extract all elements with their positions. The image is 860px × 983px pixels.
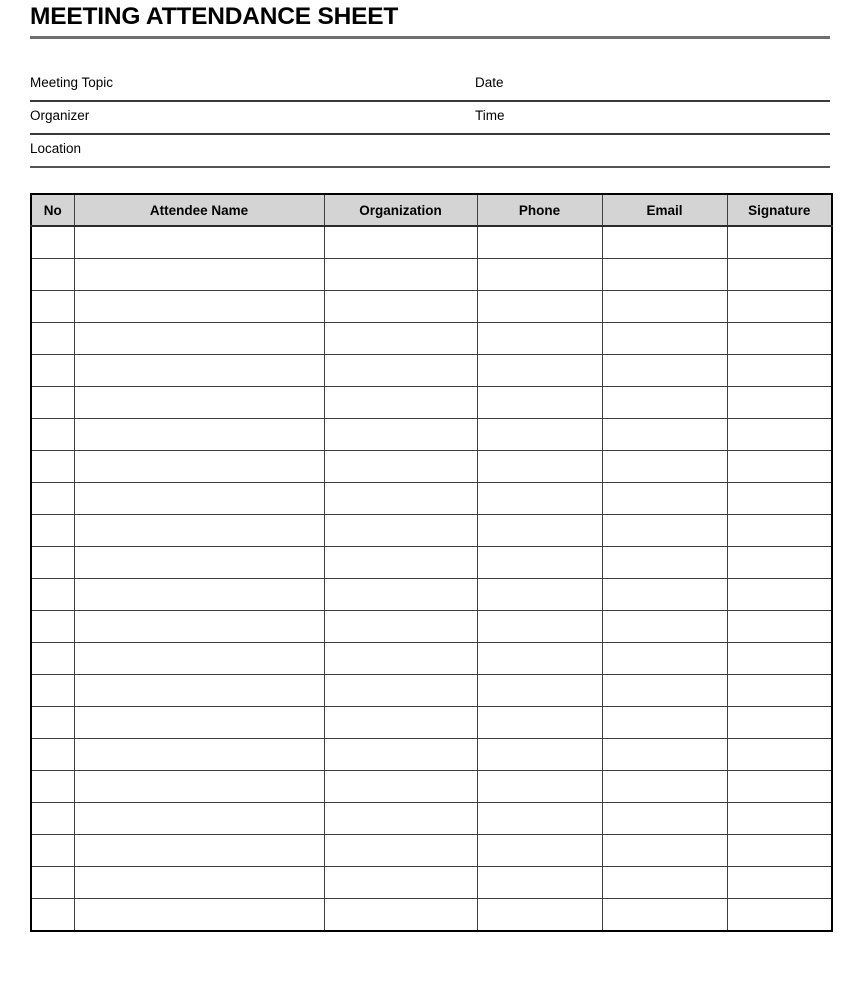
table-cell[interactable] — [727, 515, 832, 547]
table-cell[interactable] — [31, 483, 74, 515]
table-cell[interactable] — [324, 803, 477, 835]
table-cell[interactable] — [74, 867, 324, 899]
table-row — [31, 707, 832, 739]
table-cell[interactable] — [477, 291, 602, 323]
table-cell[interactable] — [324, 515, 477, 547]
table-cell[interactable] — [74, 451, 324, 483]
table-cell[interactable] — [324, 579, 477, 611]
table-cell[interactable] — [31, 547, 74, 579]
table-cell[interactable] — [727, 803, 832, 835]
table-cell[interactable] — [727, 291, 832, 323]
table-cell[interactable] — [602, 355, 727, 387]
table-cell[interactable] — [727, 867, 832, 899]
table-cell[interactable] — [727, 226, 832, 259]
table-cell[interactable] — [477, 259, 602, 291]
table-cell[interactable] — [602, 419, 727, 451]
table-cell[interactable] — [727, 739, 832, 771]
table-cell[interactable] — [74, 259, 324, 291]
table-cell[interactable] — [602, 739, 727, 771]
table-cell[interactable] — [74, 579, 324, 611]
table-cell[interactable] — [31, 515, 74, 547]
table-cell[interactable] — [602, 675, 727, 707]
table-row — [31, 483, 832, 515]
table-cell[interactable] — [602, 803, 727, 835]
table-cell[interactable] — [324, 771, 477, 803]
table-cell[interactable] — [727, 643, 832, 675]
table-cell[interactable] — [324, 867, 477, 899]
table-row — [31, 547, 832, 579]
table-row — [31, 739, 832, 771]
table-cell[interactable] — [727, 387, 832, 419]
table-cell[interactable] — [31, 899, 74, 932]
table-cell[interactable] — [31, 451, 74, 483]
table-cell[interactable] — [74, 739, 324, 771]
table-cell[interactable] — [31, 675, 74, 707]
table-cell[interactable] — [727, 835, 832, 867]
table-cell[interactable] — [477, 419, 602, 451]
table-cell[interactable] — [477, 387, 602, 419]
table-cell[interactable] — [324, 226, 477, 259]
table-cell[interactable] — [74, 675, 324, 707]
table-cell[interactable] — [31, 611, 74, 643]
table-row — [31, 226, 832, 259]
table-cell[interactable] — [602, 579, 727, 611]
table-row — [31, 515, 832, 547]
column-header-no: No — [31, 194, 74, 226]
table-row — [31, 899, 832, 932]
table-row — [31, 643, 832, 675]
column-header-email: Email — [602, 194, 727, 226]
table-cell[interactable] — [74, 899, 324, 932]
table-cell[interactable] — [31, 739, 74, 771]
table-row — [31, 835, 832, 867]
title-divider — [30, 36, 830, 39]
table-row — [31, 291, 832, 323]
table-row — [31, 323, 832, 355]
table-cell[interactable] — [324, 483, 477, 515]
table-body — [31, 226, 832, 931]
table-cell[interactable] — [31, 579, 74, 611]
column-header-organization: Organization — [324, 194, 477, 226]
table-row — [31, 675, 832, 707]
table-cell[interactable] — [727, 611, 832, 643]
table-cell[interactable] — [477, 483, 602, 515]
label-time: Time — [475, 108, 505, 123]
table-cell[interactable] — [324, 323, 477, 355]
table-header — [31, 194, 832, 226]
table-cell[interactable] — [74, 387, 324, 419]
table-cell[interactable] — [727, 547, 832, 579]
table-row — [31, 771, 832, 803]
table-cell[interactable] — [31, 387, 74, 419]
table-header-row — [31, 194, 832, 226]
table-cell[interactable] — [31, 419, 74, 451]
table-cell[interactable] — [74, 547, 324, 579]
table-cell[interactable] — [74, 643, 324, 675]
column-header-signature: Signature — [727, 194, 832, 226]
form-row-location — [30, 135, 830, 168]
table-cell[interactable] — [477, 323, 602, 355]
table-cell[interactable] — [74, 803, 324, 835]
table-cell[interactable] — [74, 707, 324, 739]
table-cell[interactable] — [74, 515, 324, 547]
table-cell[interactable] — [74, 291, 324, 323]
table-cell[interactable] — [477, 803, 602, 835]
table-cell[interactable] — [602, 387, 727, 419]
label-location: Location — [30, 141, 82, 156]
table-row — [31, 419, 832, 451]
table-cell[interactable] — [477, 611, 602, 643]
table-cell[interactable] — [74, 355, 324, 387]
table-cell[interactable] — [477, 643, 602, 675]
column-header-attendee-name: Attendee Name — [74, 194, 324, 226]
table-cell[interactable] — [602, 867, 727, 899]
table-cell[interactable] — [727, 675, 832, 707]
table-cell[interactable] — [602, 323, 727, 355]
attendance-table-wrapper — [30, 193, 831, 932]
table-cell[interactable] — [324, 675, 477, 707]
table-cell[interactable] — [324, 739, 477, 771]
form-row-meeting-topic — [30, 69, 830, 102]
table-row — [31, 451, 832, 483]
table-cell[interactable] — [602, 643, 727, 675]
table-cell[interactable] — [477, 451, 602, 483]
table-cell[interactable] — [74, 323, 324, 355]
table-row — [31, 355, 832, 387]
table-cell[interactable] — [324, 547, 477, 579]
table-cell[interactable] — [727, 419, 832, 451]
table-cell[interactable] — [477, 835, 602, 867]
table-cell[interactable] — [602, 611, 727, 643]
table-cell[interactable] — [477, 515, 602, 547]
table-cell[interactable] — [31, 323, 74, 355]
table-cell[interactable] — [477, 675, 602, 707]
table-cell[interactable] — [31, 291, 74, 323]
meeting-info-form — [30, 69, 830, 168]
table-cell[interactable] — [727, 483, 832, 515]
column-header-phone: Phone — [477, 194, 602, 226]
table-row — [31, 387, 832, 419]
table-cell[interactable] — [324, 643, 477, 675]
table-cell[interactable] — [727, 771, 832, 803]
table-cell[interactable] — [31, 259, 74, 291]
table-cell[interactable] — [74, 483, 324, 515]
table-cell[interactable] — [74, 835, 324, 867]
table-cell[interactable] — [727, 899, 832, 932]
table-cell[interactable] — [31, 803, 74, 835]
page-title: MEETING ATTENDANCE SHEET — [30, 3, 399, 30]
table-cell[interactable] — [602, 226, 727, 259]
table-row — [31, 867, 832, 899]
table-cell[interactable] — [602, 291, 727, 323]
table-cell[interactable] — [602, 515, 727, 547]
table-cell[interactable] — [602, 707, 727, 739]
table-cell[interactable] — [602, 451, 727, 483]
table-cell[interactable] — [727, 451, 832, 483]
table-cell[interactable] — [324, 387, 477, 419]
table-row — [31, 259, 832, 291]
table-row — [31, 803, 832, 835]
table-cell[interactable] — [74, 226, 324, 259]
table-cell[interactable] — [477, 547, 602, 579]
table-cell[interactable] — [324, 899, 477, 932]
table-cell[interactable] — [477, 771, 602, 803]
table-cell[interactable] — [31, 771, 74, 803]
table-cell[interactable] — [602, 547, 727, 579]
table-cell[interactable] — [324, 355, 477, 387]
table-cell[interactable] — [477, 355, 602, 387]
table-cell[interactable] — [727, 707, 832, 739]
table-cell[interactable] — [31, 226, 74, 259]
table-cell[interactable] — [602, 899, 727, 932]
attendance-table — [30, 193, 833, 932]
table-cell[interactable] — [602, 771, 727, 803]
table-cell[interactable] — [31, 835, 74, 867]
table-cell[interactable] — [477, 226, 602, 259]
table-cell[interactable] — [477, 899, 602, 932]
table-cell[interactable] — [477, 867, 602, 899]
table-cell[interactable] — [74, 419, 324, 451]
label-date: Date — [475, 75, 504, 90]
table-cell[interactable] — [324, 291, 477, 323]
table-cell[interactable] — [74, 771, 324, 803]
table-cell[interactable] — [324, 707, 477, 739]
table-cell[interactable] — [324, 259, 477, 291]
table-cell[interactable] — [324, 451, 477, 483]
form-row-organizer — [30, 102, 830, 135]
title-block — [30, 0, 830, 39]
table-row — [31, 611, 832, 643]
table-cell[interactable] — [727, 323, 832, 355]
table-cell[interactable] — [324, 835, 477, 867]
label-organizer: Organizer — [30, 108, 90, 123]
table-cell[interactable] — [602, 259, 727, 291]
label-meeting-topic: Meeting Topic — [30, 75, 114, 90]
table-cell[interactable] — [477, 707, 602, 739]
table-cell[interactable] — [477, 579, 602, 611]
table-cell[interactable] — [74, 611, 324, 643]
table-cell[interactable] — [727, 579, 832, 611]
table-cell[interactable] — [31, 643, 74, 675]
table-cell[interactable] — [727, 259, 832, 291]
table-cell[interactable] — [31, 867, 74, 899]
table-cell[interactable] — [324, 419, 477, 451]
table-cell[interactable] — [31, 355, 74, 387]
table-cell[interactable] — [602, 835, 727, 867]
table-row — [31, 579, 832, 611]
table-cell[interactable] — [727, 355, 832, 387]
table-cell[interactable] — [602, 483, 727, 515]
table-cell[interactable] — [31, 707, 74, 739]
table-cell[interactable] — [477, 739, 602, 771]
table-cell[interactable] — [324, 611, 477, 643]
